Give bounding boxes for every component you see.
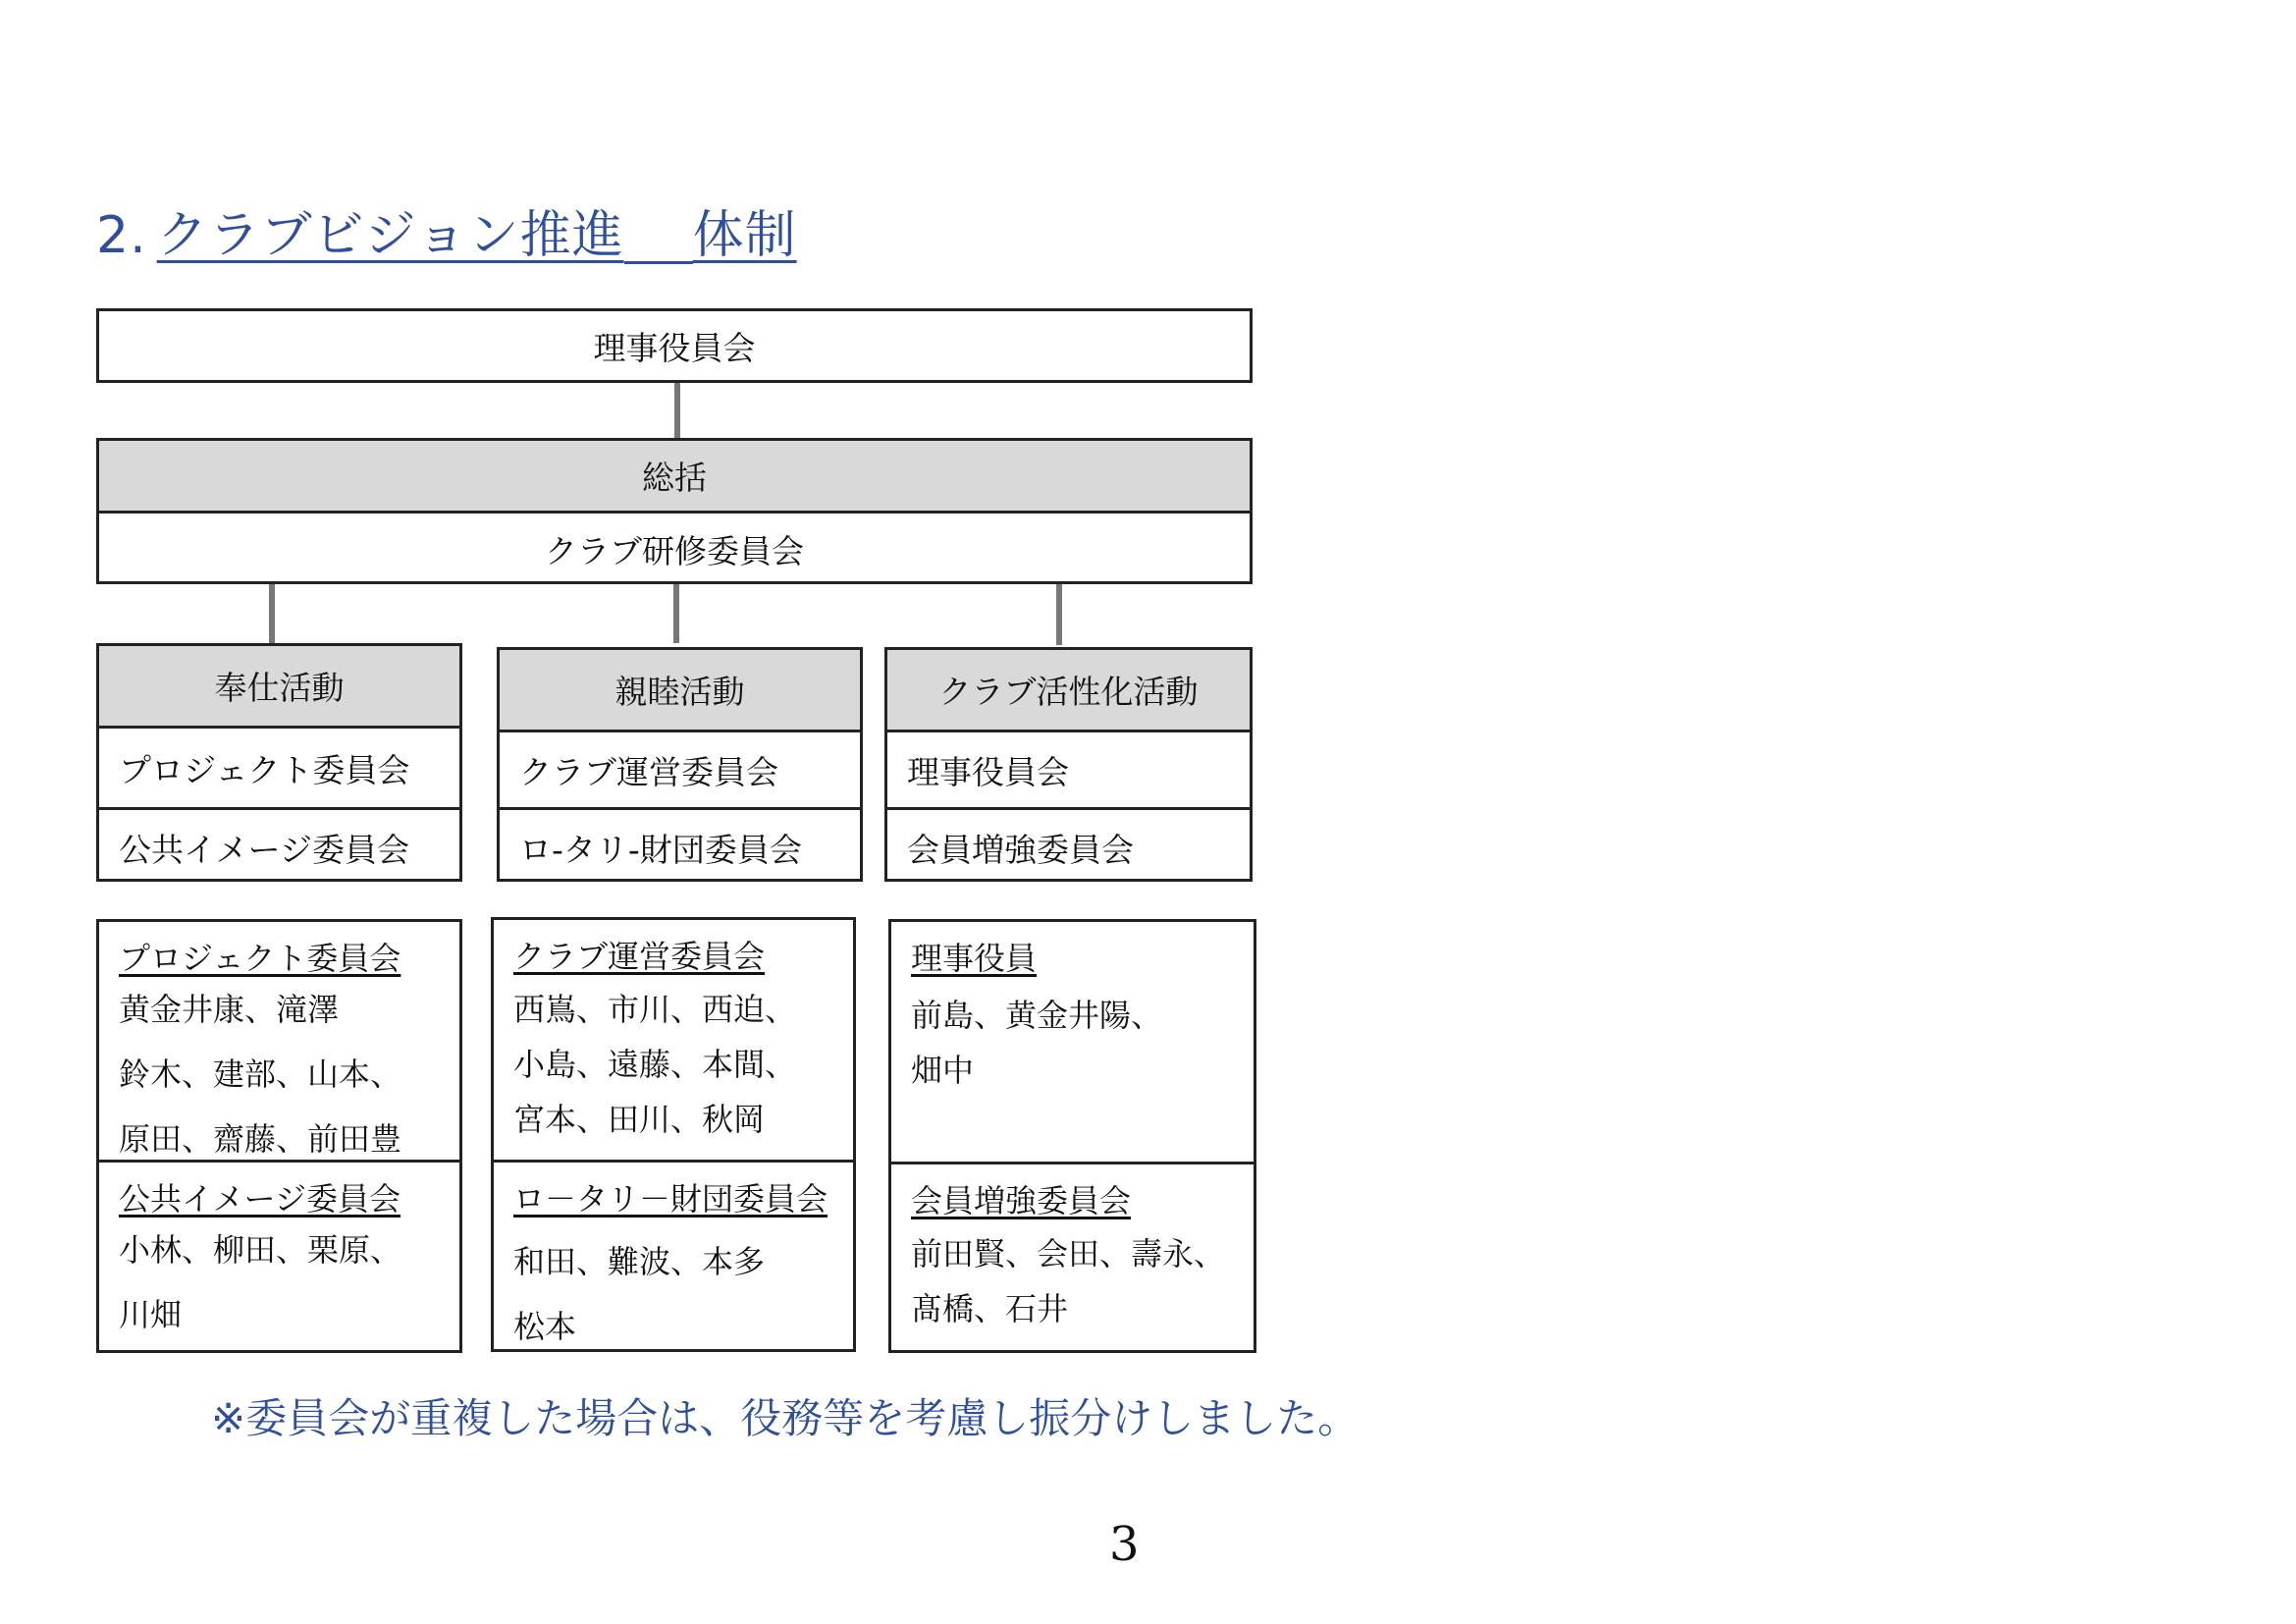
- group-header: [500, 650, 860, 730]
- member-section: [891, 1162, 1254, 1350]
- member-line: 和田、難波、本多: [513, 1243, 766, 1280]
- member-line: 原田、齋藤、前田豊: [119, 1120, 402, 1158]
- member-section: [891, 922, 1254, 1162]
- overall-committee: [99, 511, 1250, 584]
- group-box-activation: [884, 647, 1253, 882]
- group-item: [500, 730, 860, 807]
- member-line: 前田賢、会田、壽永、: [911, 1235, 1226, 1272]
- member-section: [494, 920, 853, 1160]
- member-section: [99, 1160, 459, 1350]
- top-board-label: 理事役員会: [593, 328, 756, 367]
- group-item-label: 公共イメージ委員会: [119, 830, 410, 869]
- overall-committee-label: クラブ研修委員会: [545, 531, 804, 570]
- member-line: 松本: [513, 1308, 577, 1345]
- group-item: [99, 807, 459, 885]
- member-section-title: 公共イメージ委員会: [119, 1180, 401, 1218]
- member-section-title: 会員増強委員会: [911, 1182, 1132, 1219]
- member-line: 前島、黄金井陽、: [911, 997, 1163, 1034]
- section-heading: [96, 208, 797, 264]
- overall-header: [99, 441, 1250, 511]
- group-item-label: プロジェクト委員会: [119, 750, 410, 789]
- overall-header-label: 総括: [642, 459, 707, 497]
- section-title-suffix: 体制: [692, 206, 797, 265]
- members-box-service: [96, 919, 462, 1353]
- member-section-title: クラブ運営委員会: [513, 938, 766, 975]
- member-line: 畑中: [911, 1052, 975, 1089]
- group-header: [99, 646, 459, 726]
- member-section: [494, 1160, 853, 1349]
- group-header: [887, 650, 1250, 730]
- connector-right: [1056, 584, 1062, 645]
- members-box-fellowship: [491, 917, 856, 1352]
- member-line: 黄金井康、滝澤: [119, 991, 340, 1028]
- group-box-fellowship: [497, 647, 863, 882]
- footnote: ※委員会が重複した場合は、役務等を考慮し振分けしました。: [211, 1394, 1360, 1442]
- overall-box: [96, 438, 1253, 584]
- member-line: 西嶌、市川、西迫、: [513, 991, 797, 1028]
- group-item-label: 会員増強委員会: [907, 830, 1134, 869]
- group-header-label: 親睦活動: [614, 673, 745, 711]
- member-line: 小島、遠藤、本間、: [513, 1046, 797, 1083]
- connector-middle: [673, 584, 679, 643]
- page-number: 3: [1109, 1517, 1140, 1572]
- group-header-label: クラブ活性化活動: [938, 673, 1199, 711]
- member-section-title: 理事役員: [911, 940, 1038, 977]
- section-title: クラブビジョン推進: [156, 206, 624, 265]
- connector-top: [674, 383, 680, 439]
- group-item-label: ロ-タリ-財団委員会: [519, 830, 802, 869]
- member-line: 小林、柳田、栗原、: [119, 1231, 402, 1269]
- title-spacer: [624, 218, 693, 264]
- members-box-activation: [888, 919, 1256, 1353]
- member-section-title: プロジェクト委員会: [119, 940, 401, 977]
- section-number: 2.: [96, 206, 147, 265]
- group-item: [887, 807, 1250, 885]
- member-line: 川畑: [119, 1296, 183, 1333]
- group-item-label: 理事役員会: [907, 752, 1069, 791]
- group-item: [887, 730, 1250, 807]
- member-line: 鈴木、建部、山本、: [119, 1056, 402, 1093]
- member-section: [99, 922, 459, 1160]
- connector-left: [269, 584, 275, 643]
- group-header-label: 奉仕活動: [214, 669, 345, 707]
- top-board-box: [96, 308, 1253, 383]
- group-box-service: [96, 643, 462, 882]
- member-section-title: ロ－タリ－財団委員会: [513, 1180, 828, 1218]
- group-item: [99, 726, 459, 807]
- member-line: 髙橋、石井: [911, 1290, 1069, 1327]
- group-item: [500, 807, 860, 885]
- member-line: 宮本、田川、秋岡: [513, 1101, 766, 1138]
- group-item-label: クラブ運営委員会: [519, 752, 778, 791]
